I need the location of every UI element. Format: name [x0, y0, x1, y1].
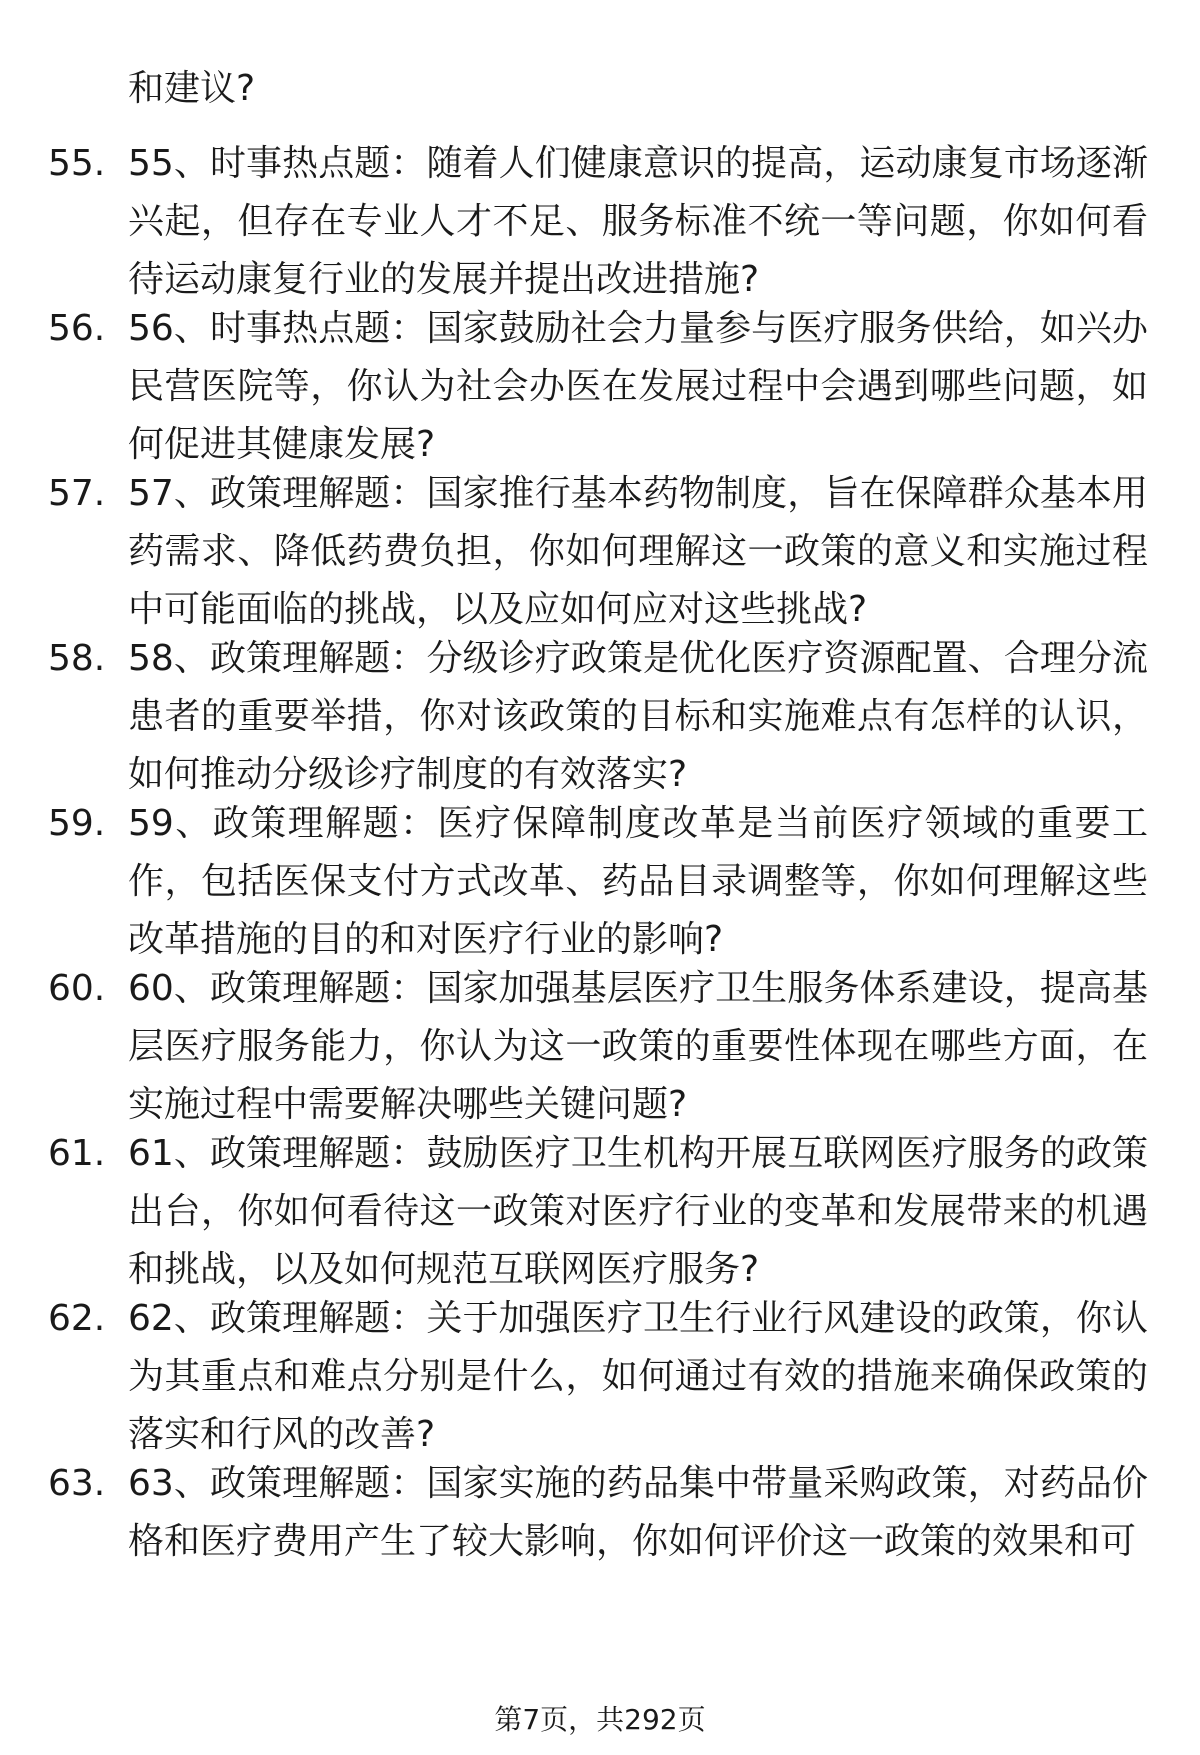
- item-text: 63、政策理解题：国家实施的药品集中带量采购政策，对药品价格和医疗费用产生了较大影响，你如何评价这一政策的效果和可: [128, 1463, 1148, 1562]
- item-text: 55、时事热点题：随着人们健康意识的提高，运动康复市场逐渐兴起，但存在专业人才不足、服务标准不统一等问题，你如何看待运动康复行业的发展并提出改进措施?: [128, 143, 1148, 300]
- item-number: 55.: [48, 143, 106, 184]
- item-number: 57.: [48, 473, 106, 514]
- item-text: 56、时事热点题：国家鼓励社会力量参与医疗服务供给，如兴办民营医院等，你认为社会办医在发展过程中会遇到哪些问题，如何促进其健康发展?: [128, 308, 1148, 465]
- item-number: 56.: [48, 308, 106, 349]
- item-text: 57、政策理解题：国家推行基本药物制度，旨在保障群众基本用药需求、降低药费负担，你如何理解这一政策的意义和实施过程中可能面临的挑战，以及应如何应对这些挑战?: [128, 473, 1148, 630]
- item-text: 61、政策理解题：鼓励医疗卫生机构开展互联网医疗服务的政策出台，你如何看待这一政策对医疗行业的变革和发展带来的机遇和挑战，以及如何规范互联网医疗服务?: [128, 1133, 1148, 1290]
- item-number: 62.: [48, 1298, 106, 1339]
- item-text: 59、政策理解题：医疗保障制度改革是当前医疗领域的重要工作，包括医保支付方式改革、药品目录调整等，你如何理解这些改革措施的目的和对医疗行业的影响?: [128, 803, 1148, 960]
- item-number: 60.: [48, 968, 106, 1009]
- continuation-text: 和建议?: [128, 68, 256, 109]
- item-text: 62、政策理解题：关于加强医疗卫生行业行风建设的政策，你认为其重点和难点分别是什么，如何通过有效的措施来确保政策的落实和行风的改善?: [128, 1298, 1148, 1455]
- item-number: 61.: [48, 1133, 106, 1174]
- item-text: 58、政策理解题：分级诊疗政策是优化医疗资源配置、合理分流患者的重要举措，你对该政策的目标和实施难点有怎样的认识，如何推动分级诊疗制度的有效落实?: [128, 638, 1148, 795]
- item-text: 60、政策理解题：国家加强基层医疗卫生服务体系建设，提高基层医疗服务能力，你认为这一政策的重要性体现在哪些方面，在实施过程中需要解决哪些关键问题?: [128, 968, 1148, 1125]
- item-number: 63.: [48, 1463, 106, 1504]
- item-number: 58.: [48, 638, 106, 679]
- item-number: 59.: [48, 803, 106, 844]
- page-footer: 第7页，共292页: [494, 1703, 706, 1736]
